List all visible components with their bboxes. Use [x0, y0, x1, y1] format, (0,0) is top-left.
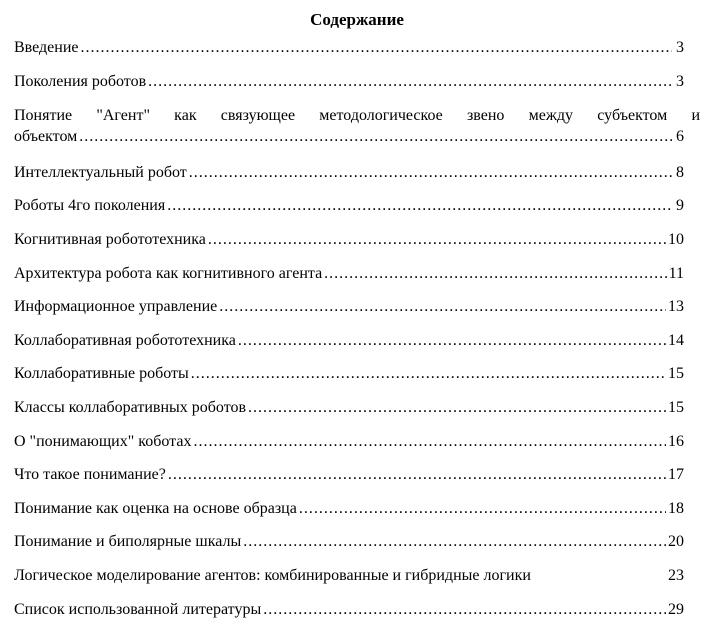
- toc-entry-text: Архитектура робота как когнитивного агента: [14, 264, 323, 282]
- toc-entry-text-line1: Понятие "Агент" как связующее методологическое звено между субъектом и: [14, 107, 700, 125]
- dot-leader: [79, 127, 672, 147]
- toc-page-number: 23: [668, 566, 684, 584]
- toc-page-number: 8: [676, 163, 684, 181]
- toc-entry-robot-generations[interactable]: [14, 72, 700, 92]
- toc-list: [14, 38, 700, 633]
- dot-leader: [208, 230, 666, 250]
- dot-leader: [219, 297, 666, 317]
- toc-page-number: 11: [668, 264, 684, 282]
- toc-entry-text: О "понимающих" коботах: [14, 432, 192, 450]
- dot-leader: [263, 600, 666, 620]
- toc-entry-what-is-understanding[interactable]: [14, 465, 700, 485]
- toc-entry-text: Понимание и биполярные шкалы: [14, 533, 242, 551]
- dot-leader: [243, 532, 666, 552]
- toc-entry-line2: [14, 127, 700, 147]
- toc-entry-cognitive-robotics[interactable]: [14, 230, 700, 250]
- dot-leader: [148, 72, 672, 92]
- toc-entry-references[interactable]: [14, 600, 700, 620]
- dot-leader: [193, 432, 666, 452]
- toc-page-number: 15: [668, 365, 684, 383]
- dot-leader: [299, 499, 666, 519]
- toc-entry-text: Классы коллаборативных роботов: [14, 398, 247, 416]
- toc-entry-intelligent-robot[interactable]: [14, 163, 700, 183]
- toc-entry-text-line2: объектом: [14, 128, 78, 146]
- toc-entry-text: Коллаборативная робототехника: [14, 331, 236, 349]
- dot-leader: [81, 38, 673, 58]
- dot-leader: [168, 465, 666, 485]
- toc-entry-text: Поколения роботов: [14, 72, 147, 90]
- toc-entry-text: Когнитивная робототехника: [14, 230, 206, 248]
- toc-page-number: 15: [668, 398, 684, 416]
- toc-entry-robot-architecture[interactable]: [14, 264, 700, 284]
- toc-entry-text: Понимание как оценка на основе образца: [14, 499, 297, 517]
- toc-entry-collaborative-classes[interactable]: [14, 398, 700, 418]
- toc-entry-fourth-generation[interactable]: [14, 196, 700, 216]
- toc-entry-text: Интеллектуальный робот: [14, 163, 187, 181]
- toc-entry-text: Роботы 4го поколения: [14, 197, 166, 215]
- toc-entry-collaborative-robots[interactable]: [14, 364, 700, 384]
- toc-entry-agent-concept[interactable]: [14, 105, 700, 149]
- toc-page-number: 9: [676, 197, 684, 215]
- toc-page-number: 18: [668, 499, 684, 517]
- dot-leader: [167, 196, 672, 216]
- toc-entry-collaborative-robotics[interactable]: [14, 331, 700, 351]
- toc-page-number: 3: [676, 39, 684, 56]
- toc-page-number: 29: [668, 600, 684, 618]
- toc-page-number: 10: [668, 230, 684, 248]
- toc-entry-text: Введение: [14, 39, 79, 56]
- toc-entry-text: Информационное управление: [14, 298, 218, 316]
- toc-entry-text: Коллаборативные роботы: [14, 365, 189, 383]
- dot-leader: [191, 364, 666, 384]
- toc-page-number: 13: [668, 298, 684, 316]
- dot-leader: [324, 264, 666, 284]
- toc-entry-text: Что такое понимание?: [14, 466, 166, 484]
- toc-entry-understanding-as-assessment[interactable]: [14, 499, 700, 519]
- toc-entry-introduction[interactable]: [14, 38, 700, 58]
- toc-entry-logical-modeling[interactable]: [14, 566, 700, 586]
- dot-leader: [189, 163, 672, 183]
- toc-entry-understanding-cobots[interactable]: [14, 432, 700, 452]
- toc-page-number: 14: [668, 331, 684, 349]
- toc-entry-text: Список использованной литературы: [14, 600, 262, 618]
- toc-page-number: 3: [676, 72, 684, 90]
- dot-leader: [238, 331, 666, 351]
- toc-title: Содержание: [310, 10, 404, 29]
- toc-page-number: 16: [668, 432, 684, 450]
- dot-leader: [248, 398, 666, 418]
- toc-page-number: 17: [668, 466, 684, 484]
- toc-page-number: 6: [676, 128, 684, 146]
- toc-entry-text: Логическое моделирование агентов: комбинированные и гибридные логики: [14, 566, 531, 584]
- toc-entry-bipolar-scales[interactable]: [14, 532, 700, 552]
- toc-page-number: 20: [668, 533, 684, 551]
- toc-entry-information-control[interactable]: [14, 297, 700, 317]
